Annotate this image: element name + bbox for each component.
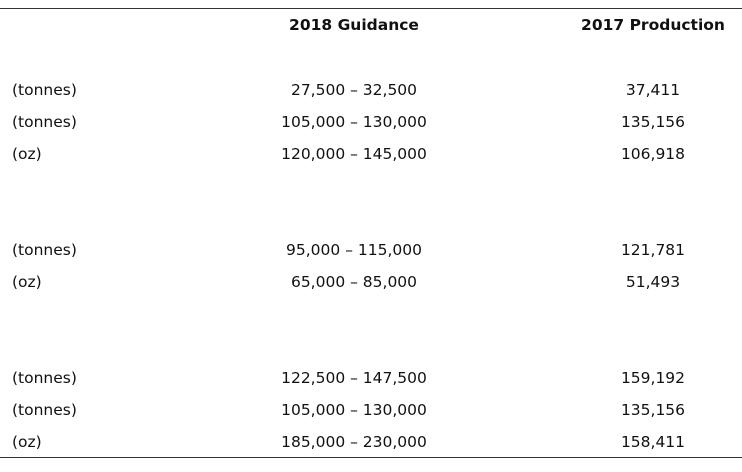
unit-cell: (tonnes) <box>12 113 77 131</box>
guidance-cell: 95,000 – 115,000 <box>286 241 422 259</box>
production-cell: 37,411 <box>625 81 681 99</box>
guidance-cell: 122,500 – 147,500 <box>281 369 427 387</box>
production-cell: 135,156 <box>620 401 686 419</box>
bottom-rule <box>0 457 742 458</box>
production-cell: 121,781 <box>620 241 686 259</box>
guidance-cell: 105,000 – 130,000 <box>281 401 427 419</box>
unit-cell: (oz) <box>12 145 42 163</box>
header-production: 2017 Production <box>581 16 725 34</box>
guidance-cell: 105,000 – 130,000 <box>281 113 427 131</box>
guidance-cell: 120,000 – 145,000 <box>281 145 427 163</box>
guidance-cell: 27,500 – 32,500 <box>290 81 418 99</box>
unit-cell: (oz) <box>12 433 42 451</box>
production-cell: 159,192 <box>620 369 686 387</box>
production-cell: 51,493 <box>625 273 681 291</box>
production-cell: 158,411 <box>620 433 686 451</box>
unit-cell: (tonnes) <box>12 81 77 99</box>
unit-cell: (tonnes) <box>12 241 77 259</box>
unit-cell: (oz) <box>12 273 42 291</box>
top-rule <box>0 8 742 9</box>
guidance-cell: 185,000 – 230,000 <box>281 433 427 451</box>
production-cell: 135,156 <box>620 113 686 131</box>
unit-cell: (tonnes) <box>12 401 77 419</box>
unit-cell: (tonnes) <box>12 369 77 387</box>
production-cell: 106,918 <box>620 145 686 163</box>
header-guidance: 2018 Guidance <box>289 16 419 34</box>
guidance-cell: 65,000 – 85,000 <box>290 273 418 291</box>
